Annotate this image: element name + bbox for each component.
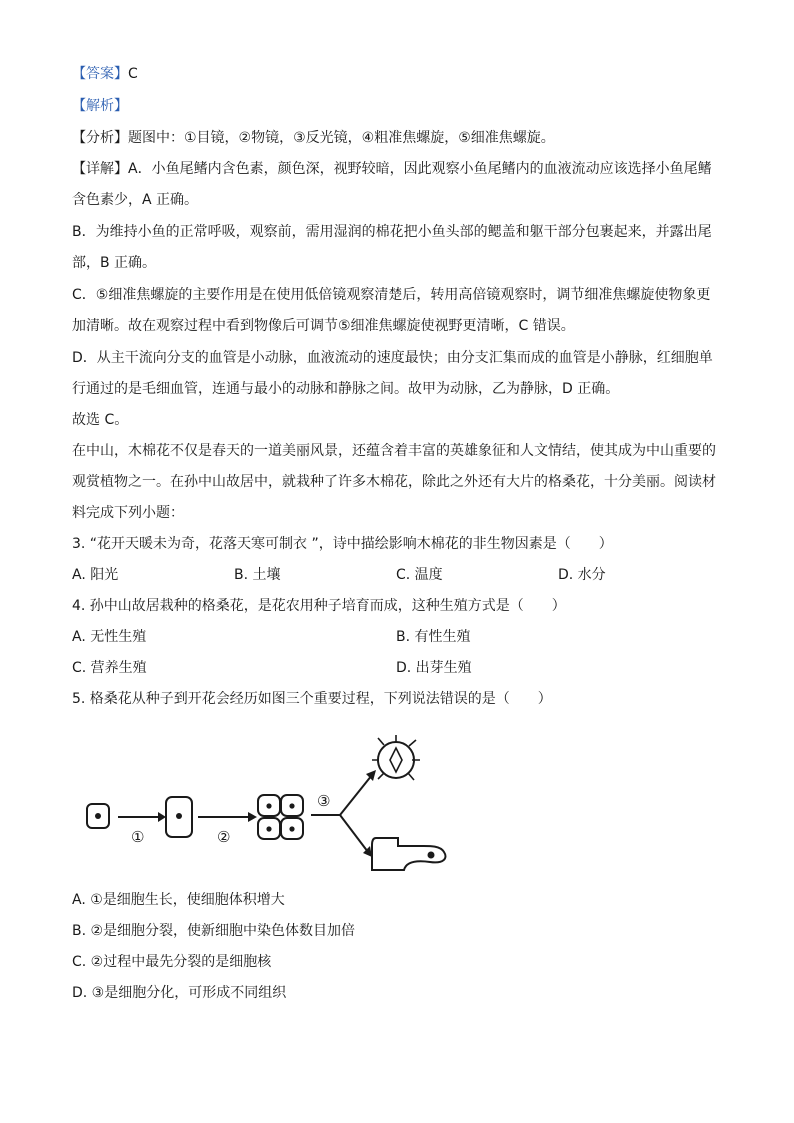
- q5-option-a: A. ①是细胞生长，使细胞体积增大: [72, 892, 285, 908]
- xiangjie-line-3: B．为维持小鱼的正常呼吸，观察前，需用湿润的棉花把小鱼头部的鳃盖和躯干部分包裹起来，并露出尾: [72, 224, 712, 240]
- answer-value: C: [128, 66, 138, 82]
- q3-stem: 3. “花开天暖未为奇，花落天寒可制衣 ”，诗中描绘影响木棉花的非生物因素是（ ）: [72, 536, 613, 552]
- arrowhead-2: [248, 812, 257, 822]
- divided-nucleus-2: [289, 803, 294, 808]
- divided-nucleus-1: [266, 803, 271, 808]
- inner-star: [390, 748, 402, 772]
- xiangjie-line-6: 加清晰。故在观察过程中看到物像后可调节⑤细准焦螺旋使视野更清晰，C 错误。: [72, 318, 575, 334]
- analysis-heading: 【解析】: [72, 98, 128, 114]
- fenxi-tag: 【分析】: [72, 130, 128, 146]
- elongated-cell-nucleus: [428, 852, 435, 859]
- answer-tag: 【答案】: [72, 66, 128, 82]
- q5-option-b: B. ②是细胞分裂，使新细胞中染色体数目加倍: [72, 923, 356, 939]
- q4-option-c: C. 营养生殖: [72, 660, 147, 676]
- xiangjie-line-4: 部，B 正确。: [72, 255, 157, 271]
- xiangjie-line-5: C．⑤细准焦螺旋的主要作用是在使用低倍镜观察清楚后，转用高倍镜观察时，调节细准焦螺旋使物象更: [72, 287, 711, 303]
- q3-option-d: D. 水分: [558, 567, 606, 583]
- label-1: ①: [131, 828, 145, 846]
- q4-option-a: A. 无性生殖: [72, 629, 147, 645]
- answer-line: [72, 64, 138, 84]
- xiangjie-line-8: 行通过的是毛细血管，连通与最小的动脉和静脉之间。故甲为动脉，乙为静脉，D 正确。: [72, 381, 620, 397]
- differentiated-cell-elongated: [372, 838, 445, 870]
- q3-option-b: B. 土壤: [234, 567, 281, 583]
- q5-option-d: D. ③是细胞分化，可形成不同组织: [72, 985, 287, 1001]
- material-line-3: 料完成下列小题：: [72, 505, 184, 521]
- q5-stem: 5. 格桑花从种子到开花会经历如图三个重要过程，下列说法错误的是（ ）: [72, 691, 552, 707]
- q4-stem: 4. 孙中山故居栽种的格桑花，是花农用种子培育而成，这种生殖方式是（ ）: [72, 598, 566, 614]
- q4-option-d: D. 出芽生殖: [396, 660, 472, 676]
- arrow-3-lower: [340, 815, 368, 852]
- xiangjie-line-1: [72, 159, 712, 179]
- xiangjie-text: A．小鱼尾鳍内含色素，颜色深，视野较暗，因此观察小鱼尾鳍内的血液流动应该选择小鱼尾鳍: [128, 161, 712, 177]
- small-cell-nucleus: [95, 813, 101, 819]
- q3-option-a: A. 阳光: [72, 567, 119, 583]
- divided-nucleus-4: [289, 826, 294, 831]
- fenxi-text: 题图中：①目镜，②物镜，③反光镜，④粗准焦螺旋，⑤细准焦螺旋。: [128, 130, 555, 146]
- fenxi-line: [72, 128, 555, 148]
- label-2: ②: [217, 828, 231, 846]
- arrowhead-1: [158, 812, 166, 822]
- divided-nucleus-3: [266, 826, 271, 831]
- xiangjie-tag: 【详解】: [72, 161, 128, 177]
- label-3: ③: [317, 792, 331, 810]
- grown-cell-nucleus: [176, 813, 182, 819]
- q3-option-c: C. 温度: [396, 567, 443, 583]
- cell-process-diagram: [80, 732, 460, 882]
- arrow-3-upper: [340, 775, 372, 815]
- material-line-2: 观赏植物之一。在孙中山故居中，就栽种了许多木棉花，除此之外还有大片的格桑花，十分美丽。阅读材: [72, 474, 716, 490]
- material-line-1: 在中山，木棉花不仅是春天的一道美丽风景，还蕴含着丰富的英雄象征和人文情结，使其成为中山重要的: [72, 443, 716, 459]
- conclusion-line: 故选 C。: [72, 412, 129, 428]
- q4-option-b: B. 有性生殖: [396, 629, 471, 645]
- xiangjie-line-7: D．从主干流向分支的血管是小动脉，血液流动的速度最快；由分支汇集而成的血管是小静脉，红细胞单: [72, 350, 713, 366]
- xiangjie-line-2: 含色素少，A 正确。: [72, 192, 199, 208]
- q5-option-c: C. ②过程中最先分裂的是细胞核: [72, 954, 272, 970]
